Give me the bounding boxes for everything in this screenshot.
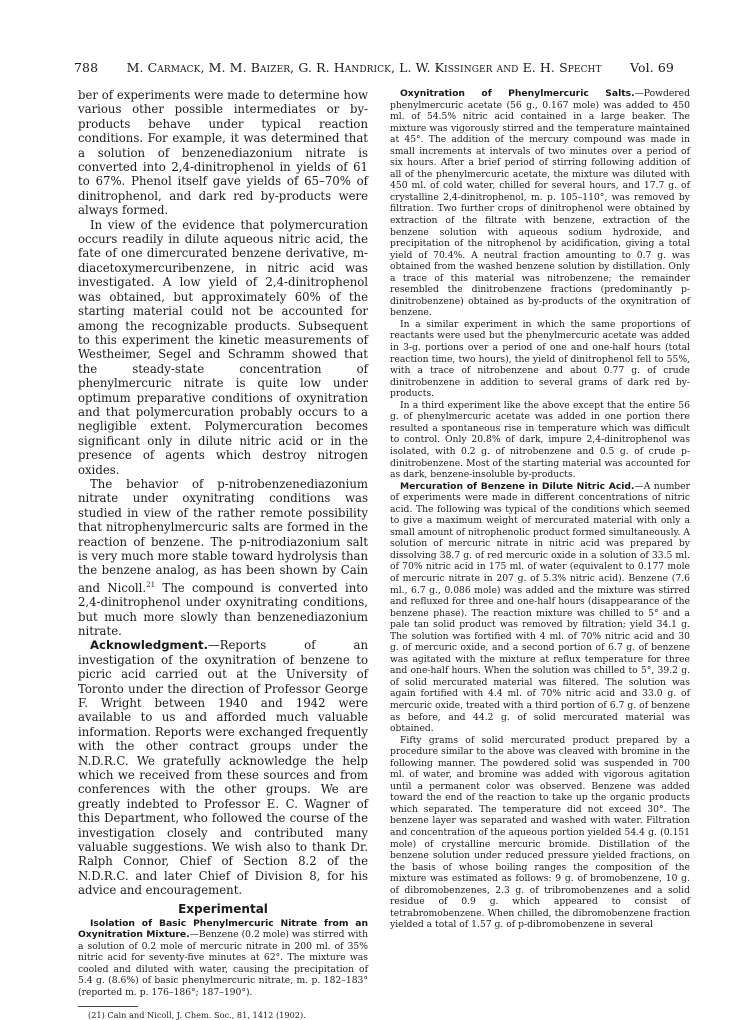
acknowledgment-text: —Reports of an investigation of the oxynitration of benzene to picric acid carried out at the University of Toronto under the direction of Professor George F. Wright between 1940 and 1942 were available to us and afforded much valuable information. Reports were exchanged frequently with the other contract groups under the N.D.R.C. We gratefully acknowledge the help which we received from these sources and from conferences with the other groups. We are greatly indebted to Professor E. C. Wagner of this Department, who followed the course of the investigation closely and contributed many valuable suggestions. We wish also to thank Dr. Ralph Connor, Chief of Section 8.2 of the N.D.R.C. and later Chief of Division 8, for his advice and encouragement. <box>78 638 368 898</box>
footnote: (21) Cain and Nicoll, J. Chem. Soc., 81, 1412 (1902). <box>88 1010 306 1020</box>
paragraph-mercuration <box>390 481 690 735</box>
paragraph-isolation <box>78 918 368 999</box>
footnote-divider <box>78 1006 138 1007</box>
isolation-heading: Isolation of Basic Phenylmercuric Nitrate from an Oxynitration Mixture. <box>78 917 368 941</box>
paragraph-third-experiment: In a third experiment like the above except that the entire 56 g. of phenylmercuric acetate was added in one portion there resulted a spontaneous rise in temperature which was difficult to control. Only 20.8% of dark, impure 2,4-dinitrophenol was isolated, with 0.2 g. of nitrobenzene and 0.5 g. of crude p-dinitrobenzene. Most of the starting material was accounted for as dark, benzene-insoluble by-products. <box>390 399 690 481</box>
paragraph-nitrobenzenediazonium-tail: The compound is converted into 2,4-dinitrophenol under oxynitrating conditions, but much more slowly than benzenediazonium nitrate. <box>78 580 368 638</box>
paragraph-nitrobenzenediazonium <box>78 477 368 638</box>
mercuration-text: —A number of experiments were made in different concentrations of nitric acid. The following was typical of the conditions which seemed to give a maximum weight of mercurated material with only a small amount of nitrophenolic product formed simultaneously. A solution of mercuric nitrate in nitric acid was prepared by dissolving 38.7 g. of red mercuric oxide in a solution of 33.5 ml. of 70% nitric acid in 175 ml. of water (equivalent to 0.177 mole of mercuric nitrate in 207 g. of 5.3% nitric acid). Benzene (7.6 ml., 6.7 g., 0.086 mole) was added and the mixture was stirred and refluxed for three and one-half hours (disappearance of the benzene phase). The reaction mixture was chilled to 5° and a pale tan solid product was removed by filtration; yield 34.1 g. The solution was fortified with 4 ml. of 70% nitric acid and 30 g. of mercuric oxide, and a second portion of 6.7 g. of benzene was agitated with the mixture at reflux temperature for three and one-half hours. When the solution was chilled to 5°, 39.2 g. of solid mercurated material was filtered. The solution was again fortified with 4.4 ml. of 70% nitric acid and 33.0 g. of mercuric oxide, treated with a third portion of 6.7 g. of benzene as before, and 44.2 g. of solid mercurated material was obtained. <box>390 480 690 735</box>
author-line: M. Carmack, M. M. Baizer, G. R. Handrick, L. W. Kissinger and E. H. Specht <box>126 60 602 75</box>
running-head <box>74 60 674 75</box>
paragraph-polymercuration: In view of the evidence that polymercuration occurs readily in dilute aqueous nitric acid, the fate of one dimercurated benzene derivative, m-diacetoxymercuribenzene, in nitric acid was investigated. A low yield of 2,4-dinitrophenol was obtained, but approximately 60% of the starting material could not be accounted for among the recognizable products. Subsequent to this experiment the kinetic measurements of Westheimer, Segel and Schramm showed that the steady-state concentration of phenylmercuric nitrate is quite low under optimum preparative conditions of oxynitration and that polymercuration probably occurs to a negligible extent. Polymercuration becomes significant only in dilute nitric acid or in the presence of agents which destroy nitrogen oxides. <box>78 217 368 477</box>
volume-label: Vol. 69 <box>630 60 674 75</box>
page-number: 788 <box>74 60 99 75</box>
left-column <box>78 88 368 1020</box>
oxynitration-heading: Oxynitration of Phenylmercuric Salts. <box>400 88 635 99</box>
mercuration-heading: Mercuration of Benzene in Dilute Nitric Acid. <box>400 480 635 492</box>
paragraph-intermediates: ber of experiments were made to determine how various other possible intermediates or by-products behave under typical reaction conditions. For example, it was determined that a solution of benzenediazonium nitrate is converted into 2,4-dinitrophenol in yields of 61 to 67%. Phenol itself gave yields of 65–70% of dinitrophenol, and dark red by-products were always formed. <box>78 88 368 218</box>
paragraph-bromine-cleavage: Fifty grams of solid mercurated product prepared by a procedure similar to the above was cleaved with bromine in the following manner. The powdered solid was suspended in 700 ml. of water, and bromine was added with vigorous agitation until a permanent color was observed. Benzene was added toward the end of the reaction to take up the organic products which separated. The temperature did not exceed 30°. The benzene layer was separated and washed with water. Filtration and concentration of the aqueous portion yielded 54.4 g. (0.151 mole) of crystalline mercuric bromide. Distillation of the benzene solution under reduced pressure yielded fractions, on the basis of whose boiling ranges the composition of the mixture was estimated as follows: 9 g. of bromobenzene, 10 g. of dibromobenzenes, 2.3 g. of tribromobenzenes and a solid residue of 0.9 g. which appeared to consist of tetrabromobenzene. When chilled, the dibromobenzene fraction yielded a total of 1.57 g. of p-dibromobenzene in several <box>390 734 690 931</box>
paragraph-acknowledgment <box>78 638 368 897</box>
paragraph-oxynitration <box>390 88 690 319</box>
paragraph-similar-experiment: In a similar experiment in which the same proportions of reactants were used but the phenylmercuric acetate was added in 3-g. portions over a period of one and one-half hours (total reaction time, two hours), the yield of dinitrophenol fell to 55%, with a trace of nitrobenzene and about 0.77 g. of crude dinitrobenzene in addition to several grams of dark red by-products. <box>390 318 690 400</box>
right-column <box>390 88 690 931</box>
acknowledgment-heading: Acknowledgment. <box>90 638 209 653</box>
isolation-text: —Benzene (0.2 mole) was stirred with a solution of 0.2 mole of mercuric nitrate in 200 ml. of 35% nitric acid for seventy-five minutes at 62°. The mixture was cooled and diluted with water, causing the precipitation of 5.4 g. (8.6%) of basic phenylmercuric nitrate, m. p. 182–183° (reported m. p. 176–186°; 187–190°). <box>78 929 368 998</box>
oxynitration-text: —Powdered phenylmercuric acetate (56 g., 0.167 mole) was added to 450 ml. of 54.5% nitric acid contained in a large beaker. The mixture was vigorously stirred and the temperature maintained at 45°. The addition of the mercury compound was made in small increments at intervals of two minutes over a period of six hours. After a brief period of stirring following addition of all of the phenylmercuric acetate, the mixture was diluted with 450 ml. of cold water, chilled for several hours, and 17.7 g. of crystalline 2,4-dinitrophenol, m. p. 105–110°, was removed by filtration. Two further crops of dinitrophenol were obtained by extraction of the filtrate with benzene, extraction of the benzene solution with aqueous sodium hydroxide, and precipitation of the nitrophenol by acidification, giving a total yield of 70.4%. A neutral fraction amounting to 0.7 g. was obtained from the washed benzene solution by distillation. Only a trace of this material was nitrobenzene; the remainder resembled the dinitrobenzene fractions (predominantly p-dinitrobenzene) obtained as by-products of the oxynitration of benzene. <box>390 88 690 319</box>
paragraph-nitrobenzenediazonium-text: The behavior of p-nitrobenzenediazonium nitrate under oxynitrating conditions was studied in view of the rather remote possibility that nitrophenylmercuric salts are formed in the reaction of benzene. The p-nitrodiazonium salt is very much more stable toward hydrolysis than the benzene analog, as has been shown by Cain and Nicoll. <box>78 476 368 595</box>
reference-marker: 21 <box>146 580 156 589</box>
section-title-experimental: Experimental <box>178 901 268 916</box>
